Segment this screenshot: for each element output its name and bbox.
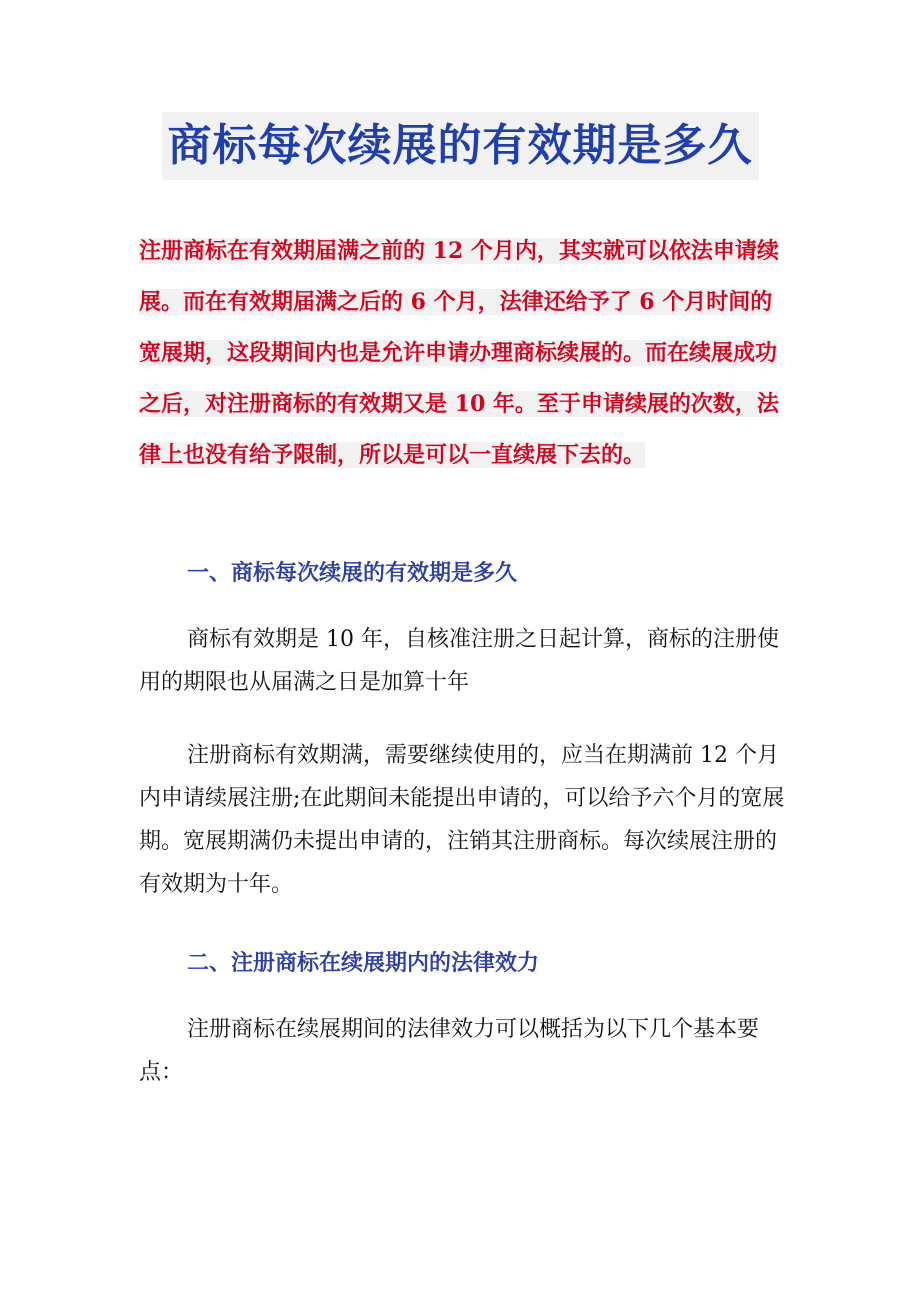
section-2-paragraph-1: 注册商标在续展期间的法律效力可以概括为以下几个基本要点： [139, 1017, 760, 1085]
page-title: 商标每次续展的有效期是多久 [162, 112, 759, 180]
section-heading-2: 二、注册商标在续展期内的法律效力 [187, 951, 540, 976]
section-heading-1: 一、商标每次续展的有效期是多久 [187, 561, 518, 586]
intro-paragraph [139, 226, 787, 481]
intro-text: 注册商标在有效期届满之前的 12 个月内，其实就可以依法申请续展。而在有效期届满之后的 6 个月，法律还给予了 6 个月时间的宽展期，这段期间内也是允许申请办理商标续展的。而在续展成功之后，对注册商标的有效期又是 10 年。至于申请续展的次数，法律上也没有给予限制，所以是可以一直续展下去的。 [139, 238, 779, 468]
section-1-paragraph-2: 注册商标有效期满，需要继续使用的，应当在期满前 12 个月内申请续展注册;在此期间未能提出申请的，可以给予六个月的宽展期。宽展期满仍未提出申请的，注销其注册商标。每次续展注册的有效期为十年。 [139, 743, 785, 897]
section-1-paragraph-1: 商标有效期是 10 年，自核准注册之日起计算，商标的注册使用的期限也从届满之日是加算十年 [139, 627, 779, 695]
title-container [0, 112, 920, 180]
